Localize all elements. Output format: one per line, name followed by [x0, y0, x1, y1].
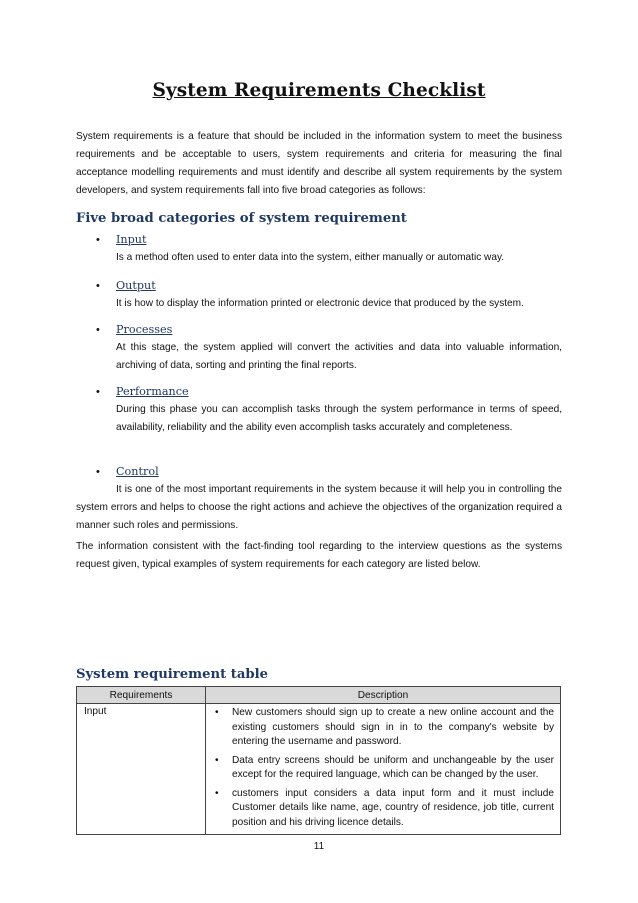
- bullet-icon: •: [215, 754, 219, 766]
- category-description: [76, 481, 562, 535]
- category-performance: [76, 383, 562, 437]
- list-item-text: Data entry screens should be uniform and unchangeable by the user except for the required language, which can be changed by the user.: [232, 754, 554, 780]
- category-processes: [76, 321, 562, 375]
- table-header-row: [77, 687, 561, 704]
- section-heading: Five broad categories of system requirement: [76, 211, 407, 226]
- list-item-text: customers input considers a data input form and it must include Customer details like name, age, country of residence, job title, current position and his driving licence details.: [232, 787, 554, 828]
- category-description: It is how to display the information printed or electronic device that produced by the system.: [116, 298, 524, 309]
- closing-paragraph: The information consistent with the fact-finding tool regarding to the interview questions as the systems request given, typical examples of system requirements for each category are listed below.: [76, 541, 562, 570]
- category-description: During this phase you can accomplish tasks through the system performance in terms of speed, availability, reliability and the ability even accomplish tasks accurately and completeness.: [116, 404, 562, 433]
- bullet-icon: •: [96, 386, 100, 398]
- requirement-cell: Input: [77, 704, 206, 835]
- category-output: [76, 277, 562, 313]
- category-description: At this stage, the system applied will convert the activities and data into valuable information, archiving of data, sorting and printing the final reports.: [116, 342, 562, 371]
- category-description-text: It is one of the most important requirements in the system because it will help you in controlling the system errors and helps to choose the right actions and achieve the objectives of the organization required a manner such roles and permissions.: [76, 484, 562, 531]
- description-cell: [206, 704, 561, 835]
- bullet-icon: •: [96, 234, 100, 246]
- bullet-icon: •: [96, 324, 100, 336]
- category-control: [76, 463, 562, 535]
- list-item: [206, 787, 560, 835]
- list-item: [206, 706, 560, 754]
- intro-paragraph: System requirements is a feature that should be included in the information system to meet the business requirements and be acceptable to users, system requirements and criteria for measuring the final acceptance modelling requirements and must identify and describe all system requirements by the system developers, and system requirements fall into five broad categories as follows:: [76, 131, 562, 196]
- header-description: Description: [206, 687, 561, 704]
- category-title: Performance: [116, 385, 189, 398]
- description-list: [206, 706, 560, 834]
- list-item-text: New customers should sign up to create a new online account and the existing customers should sign in in to the company's website by entering the username and password.: [232, 707, 554, 747]
- table-row: [77, 704, 561, 835]
- bullet-icon: •: [215, 787, 219, 799]
- category-title: Processes: [116, 323, 173, 336]
- requirements-table: [76, 686, 561, 835]
- bullet-icon: •: [96, 466, 100, 478]
- bullet-icon: •: [215, 707, 219, 718]
- category-input: [76, 231, 562, 267]
- page-title: System Requirements Checklist: [152, 80, 486, 101]
- table-heading: System requirement table: [76, 667, 269, 682]
- page-number: 11: [313, 841, 325, 852]
- header-requirements: Requirements: [77, 687, 206, 704]
- bullet-icon: •: [96, 280, 100, 292]
- category-description: Is a method often used to enter data into the system, either manually or automatic way.: [116, 252, 505, 263]
- category-title: Input: [116, 233, 147, 246]
- category-title: Output: [116, 279, 156, 292]
- list-item: [206, 754, 560, 787]
- category-title: Control: [116, 465, 159, 478]
